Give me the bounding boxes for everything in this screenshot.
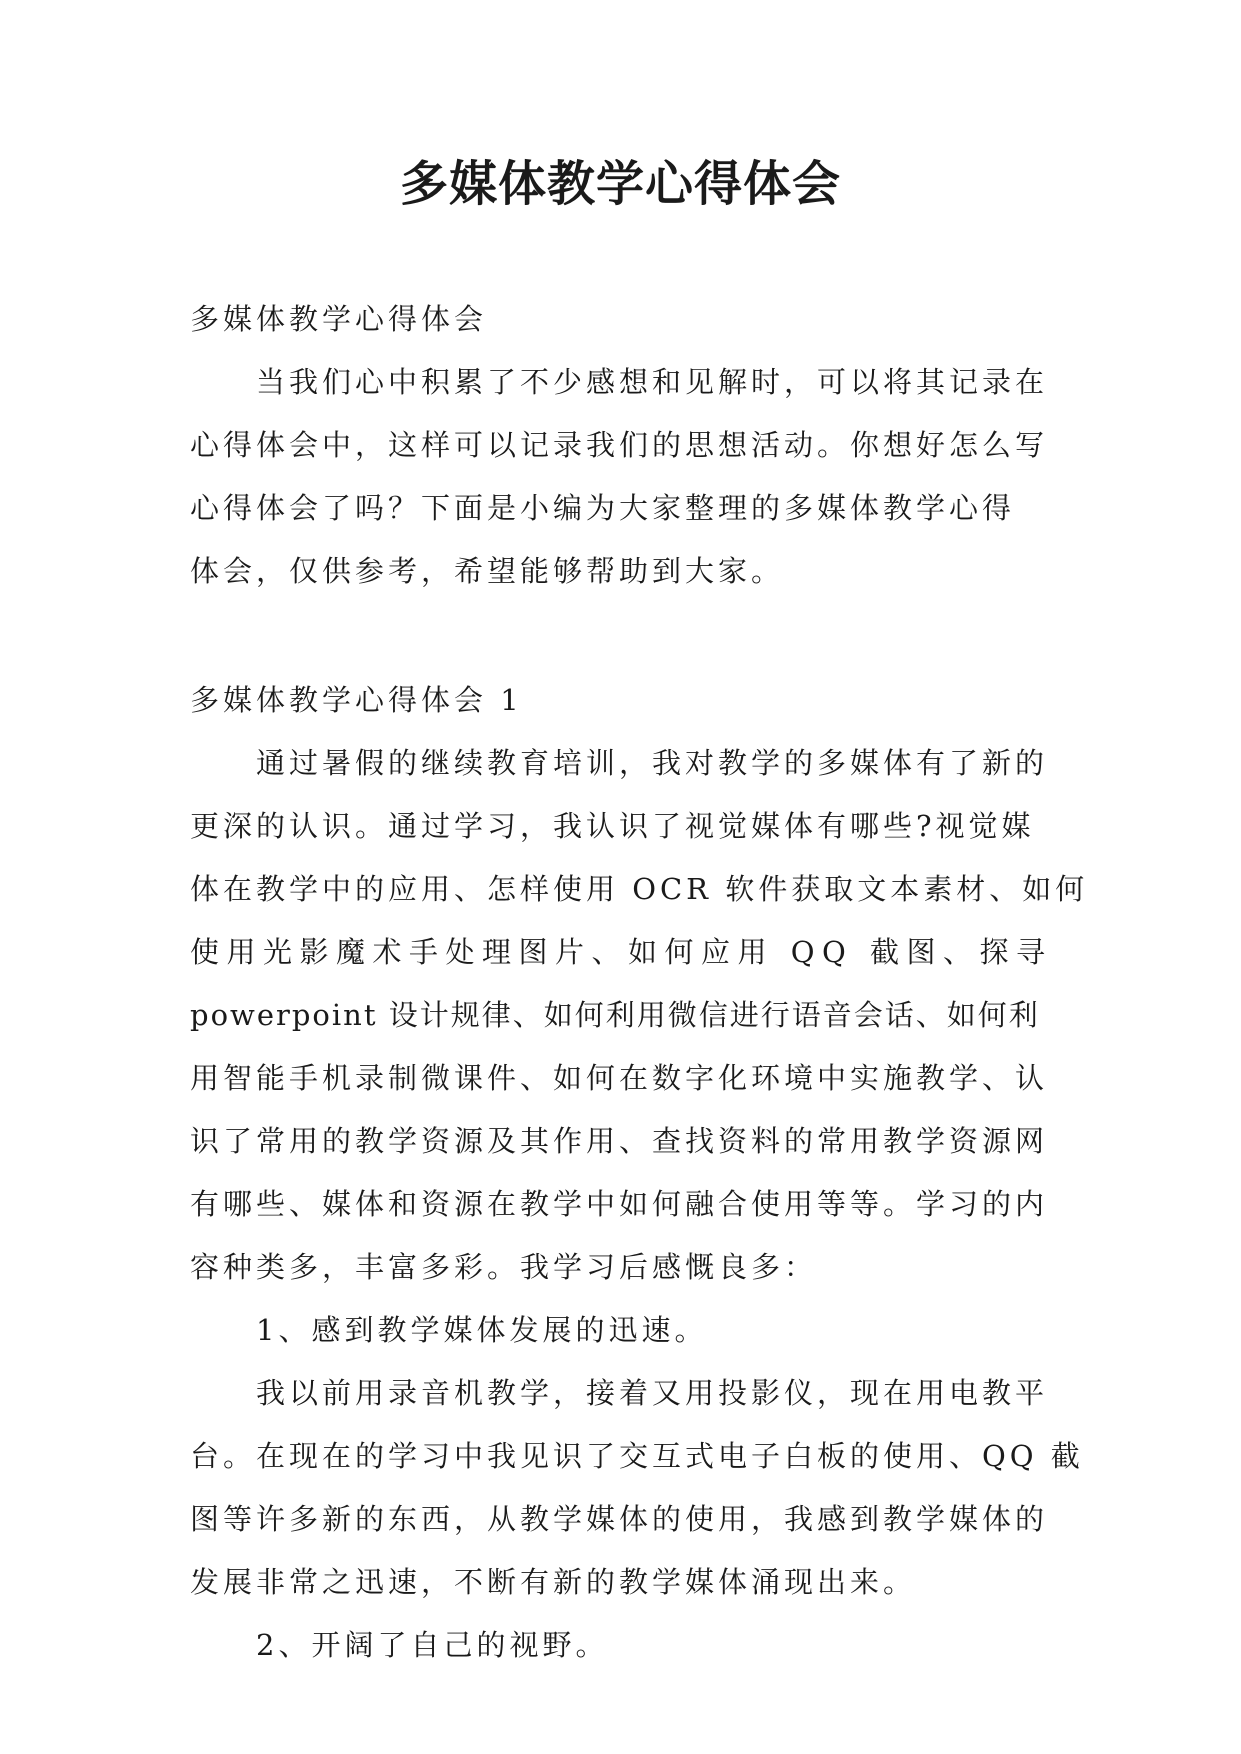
- paragraph-line: 识了常用的教学资源及其作用、查找资料的常用教学资源网: [190, 1124, 1049, 1158]
- document-title: 多媒体教学心得体会: [399, 156, 841, 212]
- paragraph-line: 通过暑假的继续教育培训，我对教学的多媒体有了新的: [256, 746, 1049, 780]
- paragraph-line: 我以前用录音机教学，接着又用投影仪，现在用电教平: [256, 1376, 1049, 1410]
- paragraph-line: 发展非常之迅速，不断有新的教学媒体涌现出来。: [190, 1565, 917, 1599]
- document-body: [190, 288, 1089, 1677]
- intro-line: 体会，仅供参考，希望能够帮助到大家。: [190, 554, 785, 588]
- paragraph-line: powerpoint 设计规律、如何利用微信进行语音会话、如何利: [190, 998, 1040, 1032]
- section-heading: 多媒体教学心得体会: [190, 302, 488, 336]
- paragraph-line: 更深的认识。通过学习，我认识了视觉媒体有哪些?视觉媒: [190, 809, 1035, 843]
- paragraph-line: 使用光影魔术手处理图片、如何应用 QQ 截图、探寻: [190, 935, 1053, 969]
- intro-line: 心得体会了吗？下面是小编为大家整理的多媒体教学心得: [190, 491, 1016, 525]
- paragraph-line: 体在教学中的应用、怎样使用 OCR 软件获取文本素材、如何: [190, 872, 1089, 906]
- list-point: 1、感到教学媒体发展的迅速。: [256, 1313, 708, 1347]
- paragraph-line: 用智能手机录制微课件、如何在数字化环境中实施教学、认: [190, 1061, 1049, 1095]
- intro-line: 心得体会中，这样可以记录我们的思想活动。你想好怎么写: [190, 428, 1049, 462]
- paragraph-line: 有哪些、媒体和资源在教学中如何融合使用等等。学习的内: [190, 1187, 1049, 1221]
- paragraph-line: 容种类多，丰富多彩。我学习后感慨良多：: [190, 1250, 818, 1284]
- paragraph-line: 图等许多新的东西，从教学媒体的使用，我感到教学媒体的: [190, 1502, 1049, 1536]
- intro-line: 当我们心中积累了不少感想和见解时，可以将其记录在: [256, 365, 1049, 399]
- paragraph-gap: [190, 603, 1052, 669]
- section-heading: 多媒体教学心得体会 1: [190, 683, 523, 717]
- list-point: 2、开阔了自己的视野。: [256, 1628, 609, 1662]
- paragraph-line: 台。在现在的学习中我见识了交互式电子白板的使用、QQ 截: [190, 1439, 1084, 1473]
